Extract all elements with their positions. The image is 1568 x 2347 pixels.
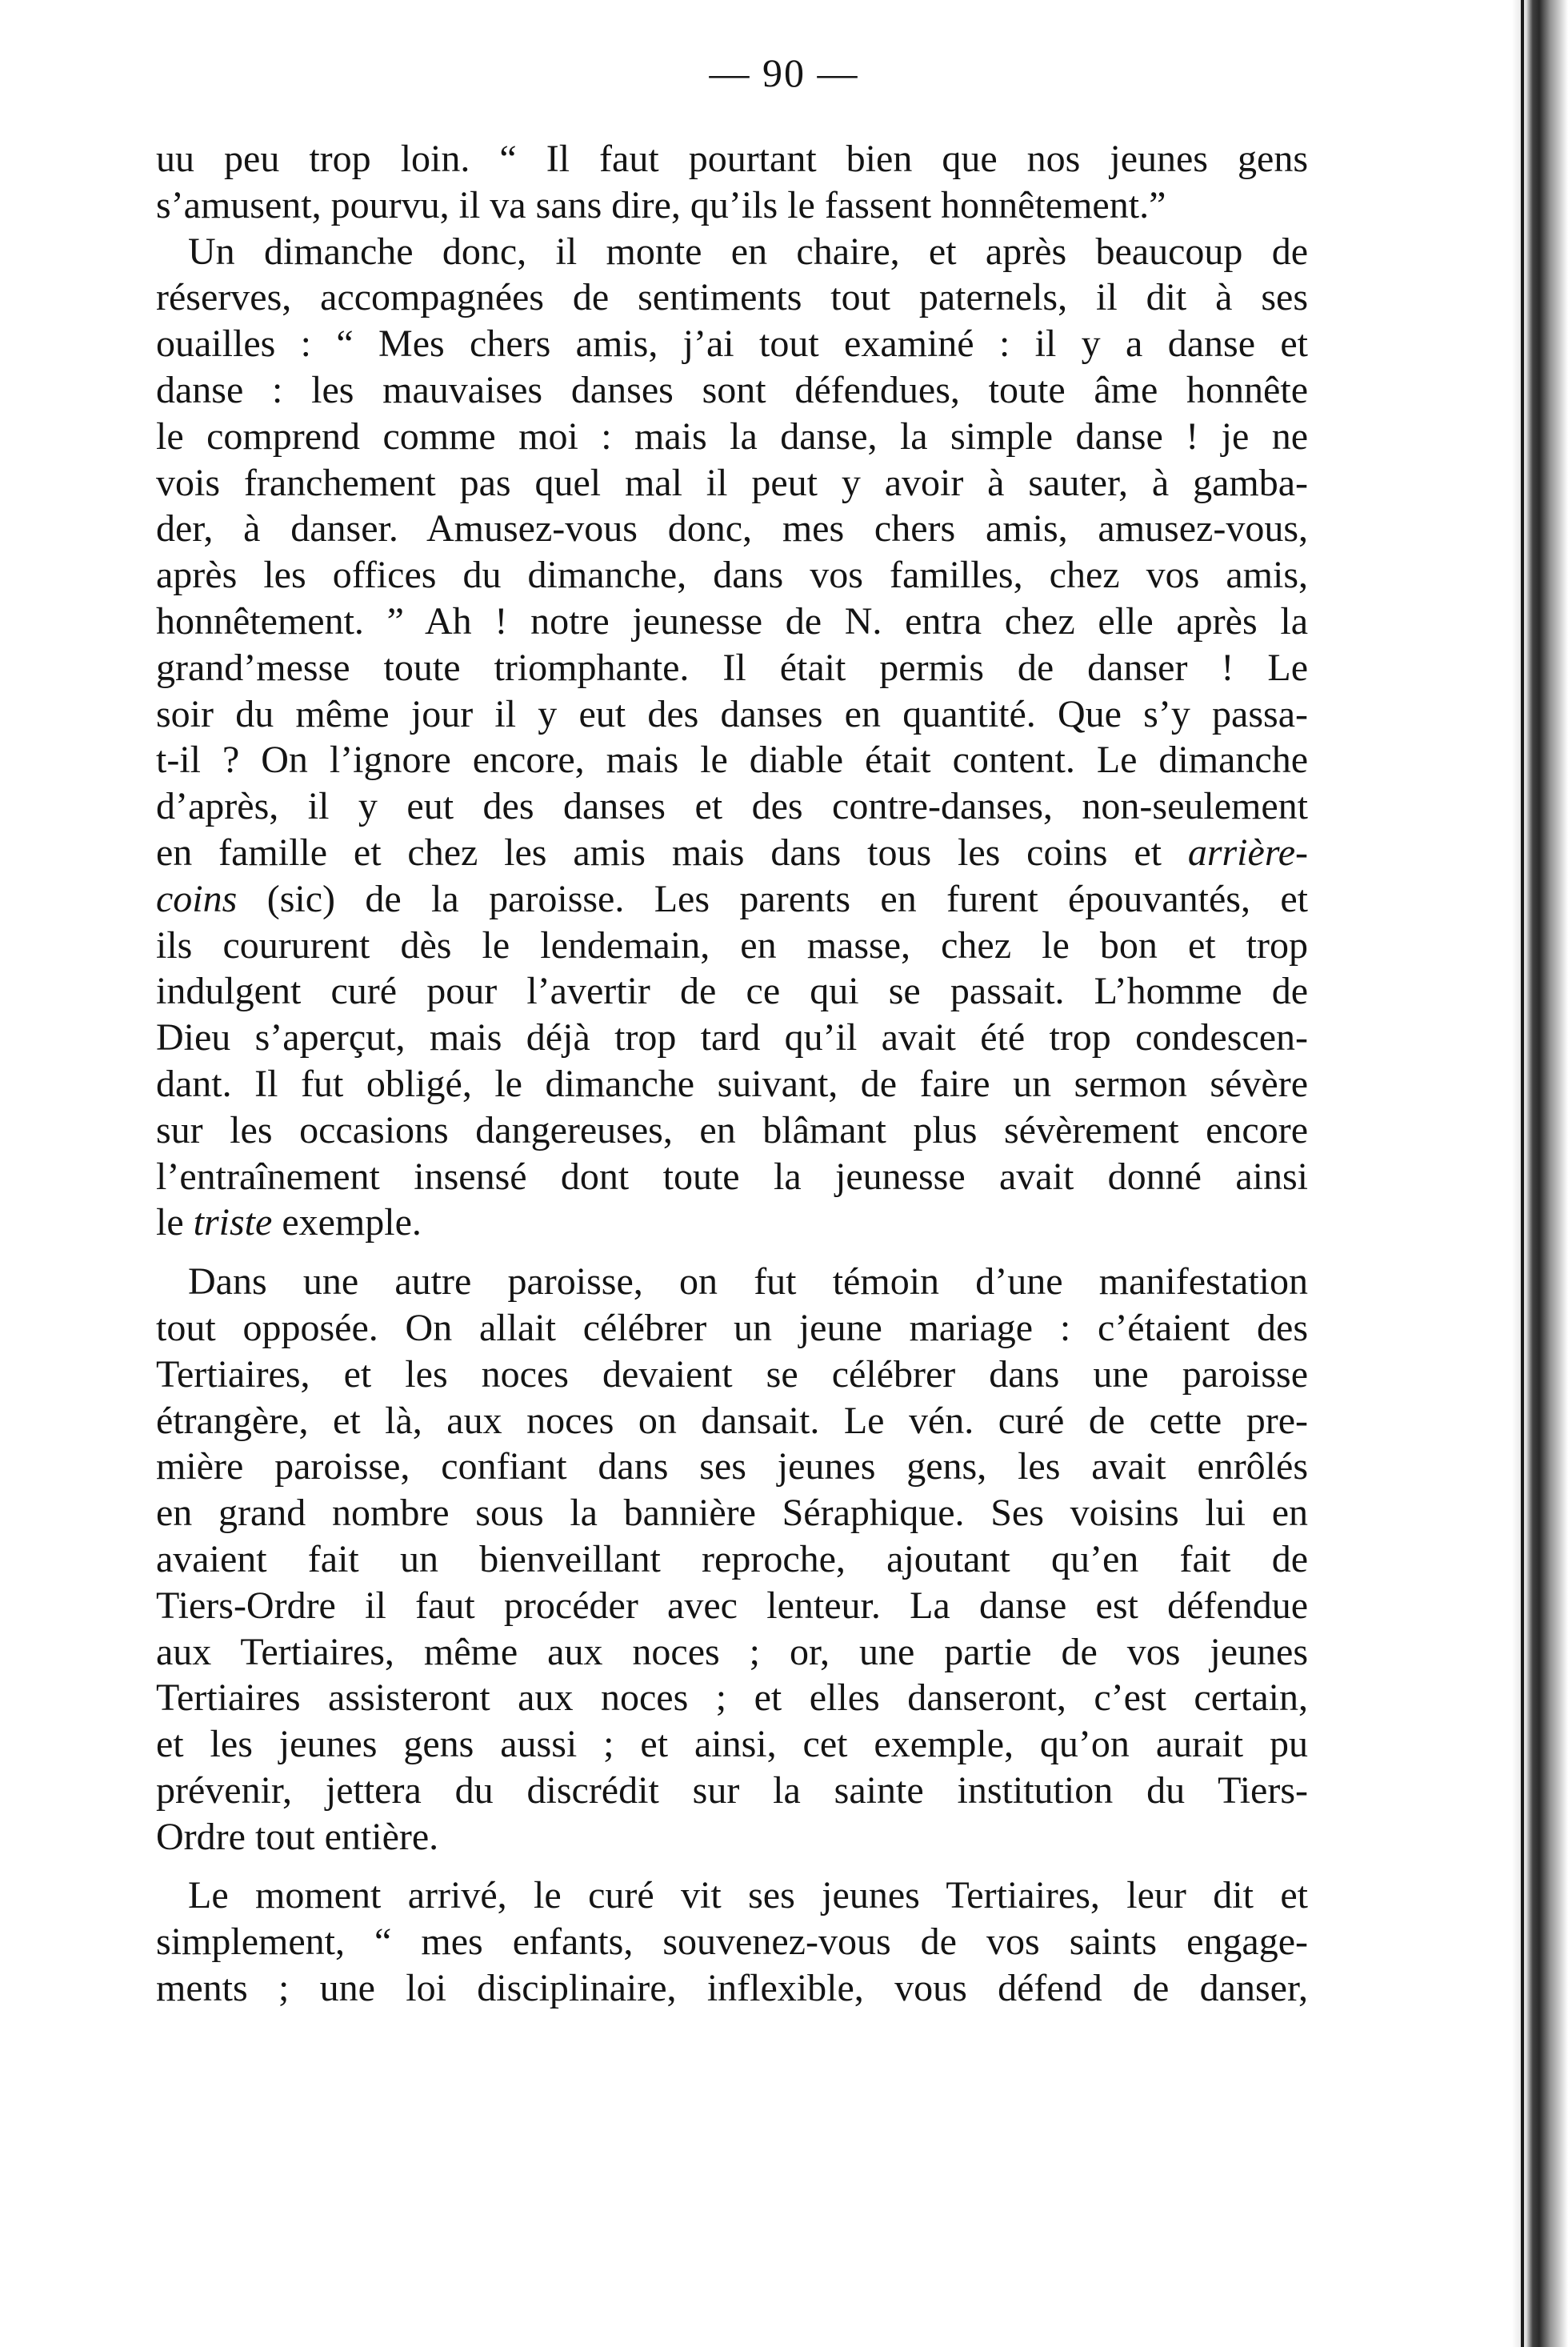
text-line: Tertiaires assisteront aux noces ; et elles danseront, c’est certain, — [156, 1676, 1308, 1720]
text-line: s’amusent, pourvu, il va sans dire, qu’ils le fassent honnêtement.” — [156, 183, 1166, 226]
text-line: après les offices du dimanche, dans vos familles, chez vos amis, — [156, 554, 1308, 597]
text-line: ments ; une loi disciplinaire, inflexible, vous défend de danser, — [156, 1967, 1308, 2010]
page-number: — 90 — — [709, 50, 859, 95]
text-line: sur les occasions dangereuses, en blâmant plus sévèrement encore — [156, 1108, 1308, 1151]
text-line: en grand nombre sous la bannière Séraphique. Ses voisins lui en — [156, 1492, 1308, 1535]
text-line: tout opposée. On allait célébrer un jeune mariage : c’étaient des — [156, 1306, 1308, 1349]
paragraph-gap — [156, 1860, 1308, 1872]
text-line: le comprend comme moi : mais la danse, la simple danse ! je ne — [156, 415, 1308, 458]
text-line: Tiers-Ordre il faut procéder avec lenteur. La danse est défendue — [156, 1584, 1308, 1627]
text-line: ils coururent dès le lendemain, en masse, chez le bon et trop — [156, 923, 1308, 967]
text-line: coins (sic) de la paroisse. Les parents en furent épouvantés, et — [156, 877, 1308, 920]
text-line: prévenir, jettera du discrédit sur la sainte institution du Tiers- — [156, 1768, 1308, 1812]
text-line: honnêtement. ” Ah ! notre jeunesse de N. entra chez elle après la — [156, 599, 1308, 643]
paragraph — [156, 1872, 1308, 2011]
paragraph — [156, 1259, 1308, 1860]
text-line: t-il ? On l’ignore encore, mais le diable était content. Le dimanche — [156, 739, 1308, 782]
paragraph — [156, 229, 1308, 1247]
text-line: en famille et chez les amis mais dans tous les coins et arrière- — [156, 831, 1308, 874]
paragraph — [156, 136, 1308, 229]
text-line: mière paroisse, confiant dans ses jeunes gens, les avait enrôlés — [156, 1445, 1308, 1488]
text-line: der, à danser. Amusez-vous donc, mes chers amis, amusez-vous, — [156, 507, 1308, 551]
text-line: Un dimanche donc, il monte en chaire, et après beaucoup de — [188, 230, 1308, 273]
text-line: d’après, il y eut des danses et des contre-danses, non-seulement — [156, 785, 1308, 828]
text-line: danse : les mauvaises danses sont défendues, toute âme honnête — [156, 368, 1308, 411]
text-line: Tertiaires, et les noces devaient se célébrer dans une paroisse — [156, 1352, 1308, 1396]
text-line: dant. Il fut obligé, le dimanche suivant, de faire un sermon sévère — [156, 1062, 1308, 1105]
text-line: Ordre tout entière. — [156, 1815, 439, 1858]
body-text — [156, 136, 1308, 2012]
text-line: avaient fait un bienveillant reproche, ajoutant qu’en fait de — [156, 1537, 1308, 1580]
text-line: grand’messe toute triomphante. Il était permis de danser ! Le — [156, 646, 1308, 689]
text-line: Dans une autre paroisse, on fut témoin d’une manifestation — [188, 1260, 1308, 1304]
text-line: indulgent curé pour l’avertir de ce qui se passait. L’homme de — [156, 970, 1308, 1013]
text-line: l’entraînement insensé dont toute la jeunesse avait donné ainsi — [156, 1155, 1308, 1198]
text-line: aux Tertiaires, même aux noces ; or, une partie de vos jeunes — [156, 1630, 1308, 1673]
text-line: uu peu trop loin. “ Il faut pourtant bien que nos jeunes gens — [156, 138, 1308, 180]
text-line: simplement, “ mes enfants, souvenez-vous de vos saints engage- — [156, 1920, 1308, 1964]
paragraph-gap — [156, 1246, 1308, 1259]
page-edge-shadow — [1488, 0, 1568, 2347]
text-line: Dieu s’aperçut, mais déjà trop tard qu’il avait été trop condescen- — [156, 1016, 1308, 1059]
text-line: vois franchement pas quel mal il peut y avoir à sauter, à gamba- — [156, 461, 1308, 504]
text-line: réserves, accompagnées de sentiments tout paternels, il dit à ses — [156, 276, 1308, 319]
text-line: et les jeunes gens aussi ; et ainsi, cet exemple, qu’on aurait pu — [156, 1723, 1308, 1766]
text-line: le triste exemple. — [156, 1201, 422, 1244]
text-line: étrangère, et là, aux noces on dansait. Le vén. curé de cette pre- — [156, 1399, 1308, 1442]
text-line: ouailles : “ Mes chers amis, j’ai tout examiné : il y a danse et — [156, 322, 1308, 366]
page-edge-line — [1521, 0, 1524, 2347]
text-line: Le moment arrivé, le curé vit ses jeunes Tertiaires, leur dit et — [188, 1874, 1308, 1917]
text-line: soir du même jour il y eut des danses en quantité. Que s’y passa- — [156, 692, 1308, 735]
